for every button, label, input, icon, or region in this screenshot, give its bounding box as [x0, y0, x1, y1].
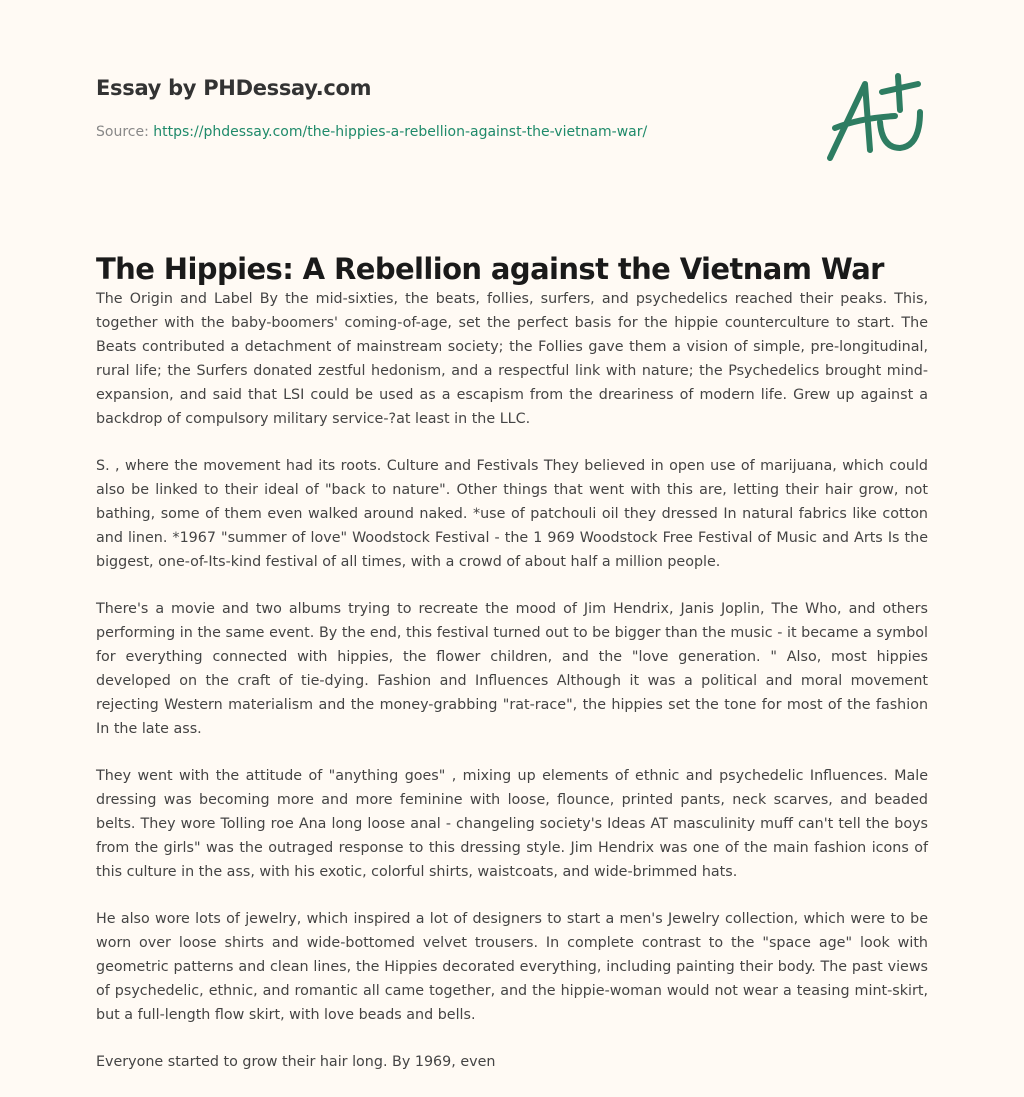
a-plus-logo-icon: [820, 70, 930, 165]
header: [96, 76, 371, 100]
paragraph: S. , where the movement had its roots. Culture and Festivals They believed in open use of marijuana, which could also be linked to their ideal of "back to nature". Other things that went with this are, letting their hair grow, not bathing, some of them even walked around naked. *use of patchouli oil they dressed In natural fabrics like cotton and linen. *1967 "summer of love" Woodstock Festival - the 1 969 Woodstock Free Festival of Music and Arts Is the biggest, one-of-Its-kind festival of all times, with a crowd of about half a million people.: [96, 458, 928, 570]
paragraph: They went with the attitude of "anything goes" , mixing up elements of ethnic and psychedelic Influences. Male dressing was becoming more and more feminine with loose, flounce, printed pants, neck scarves, and beaded belts. They wore Tolling roe Ana long loose anal - changeling society's Ideas AT masculinity muff can't tell the boys from the girls" was the outraged response to this dressing style. Jim Hendrix was one of the main fashion icons of this culture in the ass, with his exotic, colorful shirts, waistcoats, and wide-brimmed hats.: [96, 768, 928, 880]
paragraph: Everyone started to grow their hair long. By 1969, even: [96, 1054, 496, 1070]
article-body: [96, 287, 928, 1097]
source-label: Source:: [96, 124, 149, 140]
brand-title: Essay by PHDessay.com: [96, 76, 372, 100]
article-title: The Hippies: A Rebellion against the Vietnam War: [96, 252, 884, 286]
source-line: [96, 124, 647, 140]
paragraph: The Origin and Label By the mid-sixties, the beats, follies, surfers, and psychedelics reached their peaks. This, together with the baby-boomers' coming-of-age, set the perfect basis for the hippie counterculture to start. The Beats contributed a detachment of mainstream society; the Follies gave them a vision of simple, pre-longitudinal, rural life; the Surfers donated zestful hedonism, and a respectful link with nature; the Psychedelics brought mind-expansion, and said that LSI could be used as a escapism from the dreariness of modern life. Grew up against a backdrop of compulsory military service-?at least in the LLC.: [96, 291, 928, 427]
paragraph: He also wore lots of jewelry, which inspired a lot of designers to start a men's Jewelry collection, which were to be worn over loose shirts and wide-bottomed velvet trousers. In complete contrast to the "space age" look with geometric patterns and clean lines, the Hippies decorated everything, including painting their body. The past views of psychedelic, ethnic, and romantic all came together, and the hippie-woman would not wear a teasing mint-skirt, but a full-length flow skirt, with love beads and bells.: [96, 911, 928, 1023]
paragraph: There's a movie and two albums trying to recreate the mood of Jim Hendrix, Janis Joplin, The Who, and others performing in the same event. By the end, this festival turned out to be bigger than the music - it became a symbol for everything connected with hippies, the flower children, and the "love generation. " Also, most hippies developed on the craft of tie-dying. Fashion and Influences Although it was a political and moral movement rejecting Western materialism and the money-grabbing "rat-race", the hippies set the tone for most of the fashion In the late ass.: [96, 601, 928, 737]
source-link[interactable]: https://phdessay.com/the-hippies-a-rebellion-against-the-vietnam-war/: [153, 124, 648, 140]
